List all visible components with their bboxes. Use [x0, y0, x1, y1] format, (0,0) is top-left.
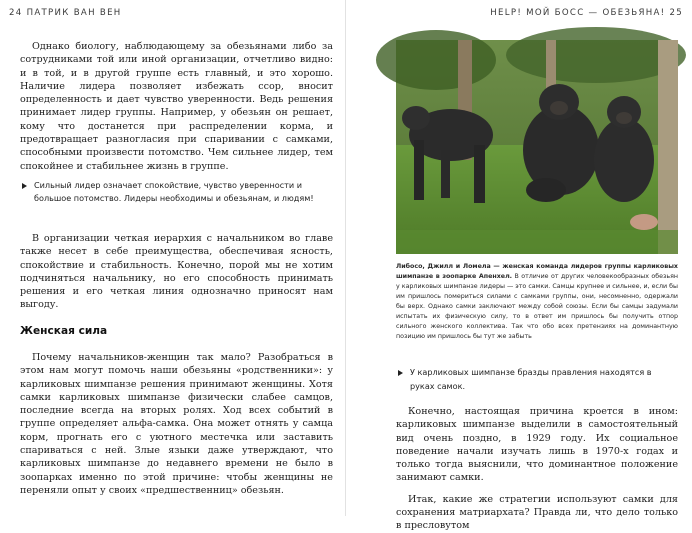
pullquote-text: Сильный лидер означает спокойствие, чувство уверенности и большое потомство. Лидеры необходимы и обезьянам, и людям! — [34, 180, 314, 204]
bonobo-photo — [396, 40, 678, 254]
paragraph-real-reason: Конечно, настоящая причина кроется в ином: карликовых шимпанзе выделили в самостоятельный вид очень поздно, в 1929 году. Их социальное поведение начали изучать лишь в 1970-х годах и только тогда выяснили, что доминантное положение занимают самки. — [396, 406, 678, 484]
running-head-left: 24 ПАТРИК ВАН ВЕН — [9, 8, 122, 18]
section-heading: Женская сила — [20, 325, 108, 337]
caption-title: Либосо, Джилл и Ломела — женская команда лидеров группы карликовых шимпанзе в зоопарке Апенхел. — [396, 263, 678, 280]
paragraph-leadership: Однако биологу, наблюдающему за обезьянами либо за сотрудниками той или иной организации, отчетливо видно: и в той, и в другой группе есть главный, и это хорошо. Наличие лидера позволяет избежать ссор, вносит определенность и дает чувство уверенности. Ведь решения принимает лидер группы. Например, у обезьян он решает, кому что достанется при распределении корма, и предотвращает разногласия при спаривании с самками, способными произвести потомство. Чем сильнее лидер, тем спокойнее и стабильнее жизнь в группе. — [20, 41, 333, 172]
pullquote-text: У карликовых шимпанзе бразды правления находятся в руках самок. — [410, 367, 652, 391]
right-page — [346, 0, 692, 532]
paragraph-strategies: Итак, какие же стратегии используют самки для сохранения матриархата? Правда ли, что дело только в пресловутом — [396, 493, 678, 532]
pullquote-leadership — [22, 179, 322, 206]
running-head-right: HELP! МОЙ БОСС — ОБЕЗЬЯНА! 25 — [490, 8, 683, 18]
pullquote-females — [398, 366, 678, 393]
body-text-middle — [20, 232, 333, 312]
pointer-arrow-icon — [22, 183, 27, 189]
body-text-bottom — [20, 351, 333, 497]
caption-body: В отличие от других человекообразных обезьян у карликовых шимпанзе лидеры — это самки. Самцы крупнее и сильнее, и, если бы им пришлось помериться силами с самками группы, они, несомненно, одержали бы верх. Однако самки заключают между собой союзы. Если бы самцы задумали испытать их физическую силу, то в ответ им пришлось бы получить отпор сильного женского коллектива. Так что обо всех претензиях на доминантную позицию им пришлось бы тут же забыть — [396, 273, 678, 340]
bonobo-photo-illustration — [396, 40, 678, 254]
photo-caption — [396, 262, 678, 342]
paragraph-female-power: Почему начальников-женщин так мало? Разобраться в этом нам могут помочь наши обезьяны «родственники»: у карликовых шимпанзе решения принимают женщины. Хотя самки карликовых шимпанзе физически слабее самцов, последние всегда на вторых ролях. Ход всех событий в группе определяет альфа-самка. Она может отнять у самца корм, прогнать его с уютного местечка или заставить спариваться с ней. Злые языки даже утверждают, что карликовых шимпанзе до недавнего времени не было в зоопарках именно по этой причине: чтобы женщины не переняли опыт у своих «предшественниц» обезьян. — [20, 352, 333, 496]
pointer-arrow-icon — [398, 370, 403, 376]
body-text-top — [20, 40, 333, 173]
body-text-right — [396, 405, 678, 533]
paragraph-hierarchy: В организации четкая иерархия с начальником во главе также несет в себе преимущества, обеспечивая ясность, спокойствие и стабильность. Конечно, порой мы не хотим подчиняться начальнику, но его способность принимать решения и его четкая линия однозначно приносят нам выгоду. — [20, 233, 333, 311]
left-page — [0, 0, 346, 516]
